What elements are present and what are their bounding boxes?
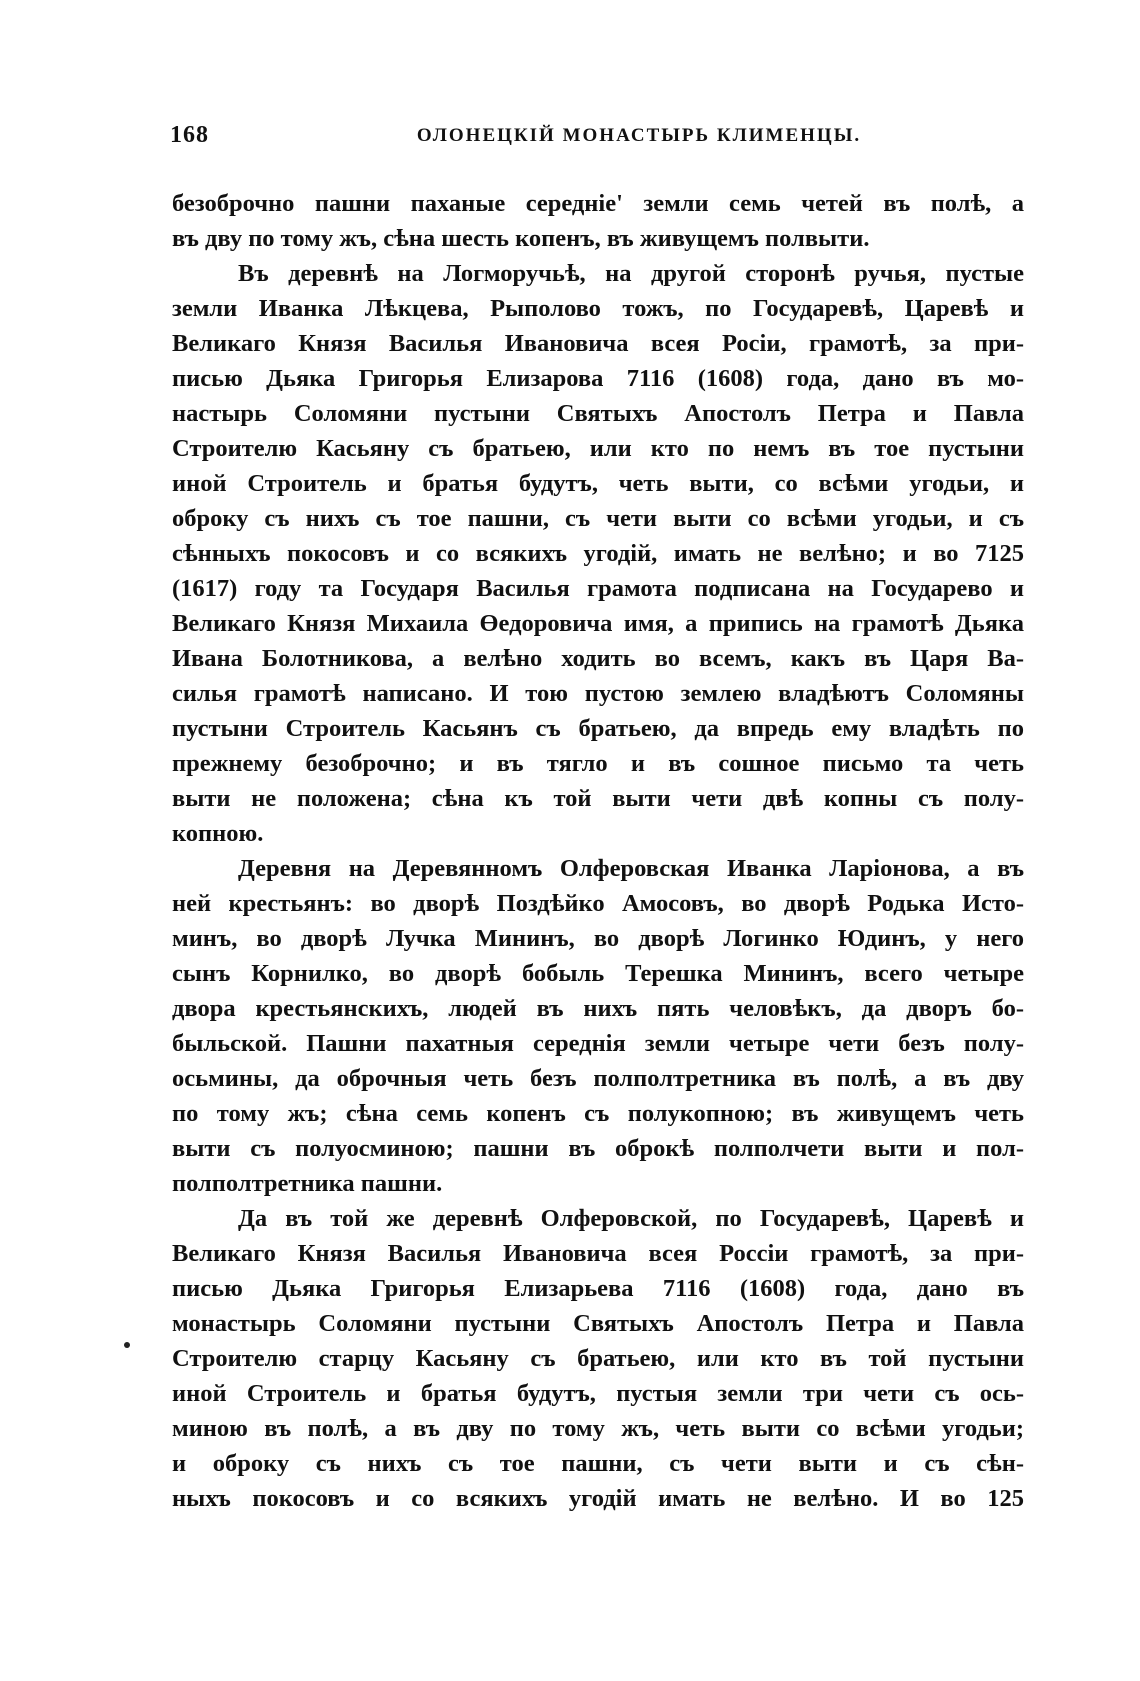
text-line: выти съ полуосминою; пашни въ оброкѣ полполчети выти и пол- [172, 1135, 1024, 1162]
text-line: и оброку съ нихъ съ тое пашни, съ чети выти и съ сѣн- [172, 1450, 1024, 1477]
text-line: настырь Соломяни пустыни Святыхъ Апостолъ Петра и Павла [172, 400, 1024, 427]
page-number: 168 [170, 122, 209, 148]
text-line: полполтретника пашни. [172, 1170, 443, 1197]
text-line: осьмины, да оброчныя четь безъ полполтретника въ полѣ, а въ дву [172, 1065, 1024, 1092]
text-line: безоброчно пашни паханые середніе' земли семь четей въ полѣ, а [172, 190, 1024, 217]
text-line: иной Строитель и братья будутъ, четь выти, со всѣми угодьи, и [172, 470, 1024, 497]
paragraph [172, 851, 1024, 1201]
ink-dot [124, 1342, 130, 1348]
text-line: Деревня на Деревянномъ Олферовская Иванка Ларіонова, а въ [238, 855, 1024, 882]
body-text [172, 186, 1024, 1516]
text-line: писью Дьяка Григорья Елизарьева 7116 (1608) года, дано въ [172, 1275, 1024, 1302]
text-line: минъ, во дворѣ Лучка Мининъ, во дворѣ Логинко Юдинъ, у него [172, 925, 1024, 952]
text-line: Да въ той же деревнѣ Олферовской, по Государевѣ, Царевѣ и [238, 1205, 1024, 1232]
text-line: Строителю старцу Касьяну съ братьею, или кто въ той пустыни [172, 1345, 1024, 1372]
text-line: иной Строитель и братья будутъ, пустыя земли три чети съ ось- [172, 1380, 1024, 1407]
text-line: писью Дьяка Григорья Елизарова 7116 (1608) года, дано въ мо- [172, 365, 1024, 392]
text-line: монастырь Соломяни пустыни Святыхъ Апостолъ Петра и Павла [172, 1310, 1024, 1337]
text-line: пустыни Строитель Касьянъ съ братьею, да впредь ему владѣть по [172, 715, 1024, 742]
paragraph [172, 256, 1024, 851]
text-line: сынъ Корнилко, во дворѣ бобыль Терешка Мининъ, всего четыре [172, 960, 1024, 987]
text-line: Ивана Болотникова, а велѣно ходить во всемъ, какъ въ Царя Ва- [172, 645, 1024, 672]
text-line: (1617) году та Государя Василья грамота подписана на Государево и [172, 575, 1024, 602]
text-line: Строителю Касьяну съ братьею, или кто по немъ въ тое пустыни [172, 435, 1024, 462]
paragraph [172, 1201, 1024, 1516]
text-line: Великаго Князя Михаила Өедоровича имя, а припись на грамотѣ Дьяка [172, 610, 1024, 637]
text-line: Великаго Князя Василья Ивановича всея Росіи, грамотѣ, за при- [172, 330, 1024, 357]
text-line: силья грамотѣ написано. И тою пустою землею владѣютъ Соломяны [172, 680, 1024, 707]
text-line: миною въ полѣ, а въ дву по тому жъ, четь выти со всѣми угодьи; [172, 1415, 1024, 1442]
text-line: копною. [172, 820, 264, 847]
text-line: земли Иванка Лѣкцева, Рыполово тожъ, по Государевѣ, Царевѣ и [172, 295, 1024, 322]
text-line: двора крестьянскихъ, людей въ нихъ пять человѣкъ, да дворъ бо- [172, 995, 1024, 1022]
text-line: въ дву по тому жъ, сѣна шесть копенъ, въ живущемъ полвыти. [172, 225, 870, 252]
text-line: ныхъ покосовъ и со всякихъ угодій имать не велѣно. И во 125 [172, 1485, 1024, 1512]
text-line: Великаго Князя Василья Ивановича всея Россіи грамотѣ, за при- [172, 1240, 1024, 1267]
text-line: оброку съ нихъ съ тое пашни, съ чети выти со всѣми угодьи, и съ [172, 505, 1024, 532]
paragraph [172, 186, 1024, 256]
text-line: выти не положена; сѣна къ той выти чети двѣ копны съ полу- [172, 785, 1024, 812]
text-line: сѣнныхъ покосовъ и со всякихъ угодій, имать не велѣно; и во 7125 [172, 540, 1024, 567]
page-header [170, 122, 1028, 162]
text-line: ней крестьянъ: во дворѣ Поздѣйко Амосовъ, во дворѣ Родька Исто- [172, 890, 1024, 917]
text-line: прежнему безоброчно; и въ тягло и въ сошное письмо та четь [172, 750, 1024, 777]
running-title: ОЛОНЕЦКІЙ МОНАСТЫРЬ КЛИМЕНЦЫ. [416, 125, 862, 146]
text-line: по тому жъ; сѣна семь копенъ съ полукопною; въ живущемъ четь [172, 1100, 1024, 1127]
text-line: Въ деревнѣ на Логморучьѣ, на другой сторонѣ ручья, пустые [238, 260, 1024, 287]
text-line: быльской. Пашни пахатныя середнія земли четыре чети безъ полу- [172, 1030, 1024, 1057]
